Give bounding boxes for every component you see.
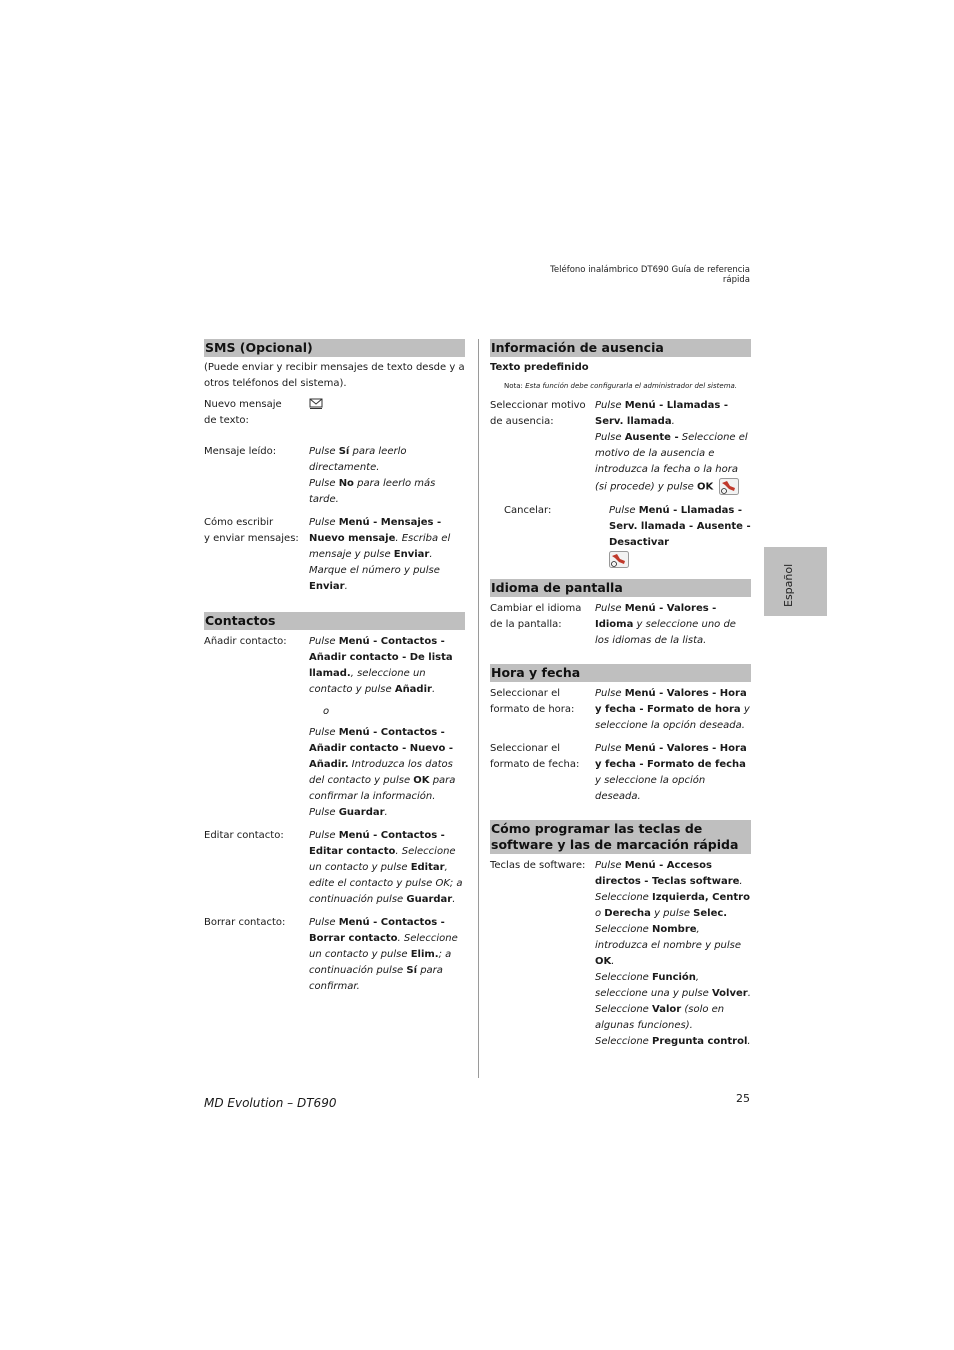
row-label: Cancelar: <box>504 504 552 516</box>
row-delete-contact <box>204 915 465 995</box>
row-value: Pulse Menú - Contactos - Borrar contacto. Seleccione un contacto y pulse Elim.; a continuación pulse Sí para confirmar. <box>309 917 458 992</box>
row-date-format <box>490 741 751 805</box>
row-label: Teclas de software: <box>490 860 586 871</box>
page-header: Teléfono inalámbrico DT690 Guía de referencia rápida <box>550 265 750 285</box>
absence-note: Nota: Esta función debe configurarla el administrador del sistema. <box>504 382 738 390</box>
row-value: Pulse Menú - Accesos directos - Teclas software. Seleccione Izquierda, Centro o Derecha y pulse Selec. Seleccione Nombre, introduzca el nombre y pulse OK. Seleccione Función, seleccione una y pulse Volver. Seleccione Valor (solo en algunas funciones). Seleccione Pregunta control. <box>595 860 751 1047</box>
page-number: 25 <box>736 1092 750 1105</box>
row-value: Pulse Menú - Valores - Hora y fecha - Formato de hora y seleccione la opción deseada. <box>595 688 750 731</box>
footer-product: MD Evolution – DT690 <box>204 1096 337 1110</box>
language-tab <box>764 547 827 616</box>
or-separator: o <box>323 706 330 717</box>
row-absence-reason <box>490 398 751 496</box>
row-label: Cómo escribir y enviar mensajes: <box>204 517 299 544</box>
row-write-message <box>204 515 465 595</box>
row-softkeys <box>490 858 751 1050</box>
envelope-icon <box>309 397 323 409</box>
row-add-contact <box>204 634 465 821</box>
section-title-language: Idioma de pantalla <box>490 579 751 597</box>
row-value: Pulse Menú - Valores - Idioma y seleccione uno de los idiomas de la lista. <box>595 603 736 646</box>
end-call-icon <box>609 551 629 568</box>
row-label: Seleccionar el formato de hora: <box>490 688 575 715</box>
end-call-icon <box>719 478 739 495</box>
row-read-message <box>204 444 465 508</box>
language-tab-label: Español <box>782 563 795 607</box>
sms-intro: (Puede enviar y recibir mensajes de texto desde y a otros teléfonos del sistema). <box>204 362 465 389</box>
column-divider <box>478 339 479 1078</box>
left-column <box>204 339 465 1002</box>
row-label: Seleccionar el formato de fecha: <box>490 743 580 770</box>
row-value: Pulse Menú - Valores - Hora y fecha - Formato de fecha y seleccione la opción deseada. <box>595 743 747 802</box>
row-label: Borrar contacto: <box>204 917 286 928</box>
row-value <box>309 397 465 429</box>
row-value: Pulse Menú - Llamadas - Serv. llamada - Ausente - Desactivar <box>609 503 751 569</box>
row-edit-contact <box>204 828 465 908</box>
row-value: Pulse Menú - Mensajes - Nuevo mensaje. Escriba el mensaje y pulse Enviar. Marque el número y pulse Enviar. <box>309 517 451 592</box>
section-title-absence: Información de ausencia <box>490 339 751 357</box>
row-time-format <box>490 686 751 734</box>
row-label: Nuevo mensaje de texto: <box>204 399 282 426</box>
row-value: Pulse Menú - Contactos - Editar contacto. Seleccione un contacto y pulse Editar, edite el contacto y pulse OK; a continuación pulse Guardar. <box>309 830 463 905</box>
section-title-sms: SMS (Opcional) <box>204 339 465 357</box>
right-column <box>490 339 751 1057</box>
section-title-softkeys: Cómo programar las teclas de software y las de marcación rápida <box>490 820 751 854</box>
absence-subtitle: Texto predefinido <box>490 362 589 373</box>
row-label: Seleccionar motivo de ausencia: <box>490 400 586 427</box>
section-title-contacts: Contactos <box>204 612 465 630</box>
row-value: Pulse Menú - Contactos - Añadir contacto - De lista llamad., seleccione un contacto y pulse Añadir. o Pulse Menú - Contactos - Añadir contacto - Nuevo - Añadir. Introduzca los datos del contacto y pulse OK para confirmar la información. Pulse Guardar. <box>309 634 465 821</box>
row-absence-cancel <box>490 503 751 569</box>
row-new-message <box>204 397 465 429</box>
row-label: Cambiar el idioma de la pantalla: <box>490 603 582 630</box>
row-label: Añadir contacto: <box>204 636 287 647</box>
row-value: Pulse Menú - Llamadas - Serv. llamada. Pulse Ausente - Seleccione el motivo de la ausencia e introduzca la fecha o la hora (si procede) y pulse OK <box>595 398 751 496</box>
row-label: Mensaje leído: <box>204 446 277 457</box>
row-label: Editar contacto: <box>204 830 284 841</box>
row-language <box>490 601 751 649</box>
row-value: Pulse Sí para leerlo directamente. Pulse No para leerlo más tarde. <box>309 446 436 505</box>
section-title-datetime: Hora y fecha <box>490 664 751 682</box>
